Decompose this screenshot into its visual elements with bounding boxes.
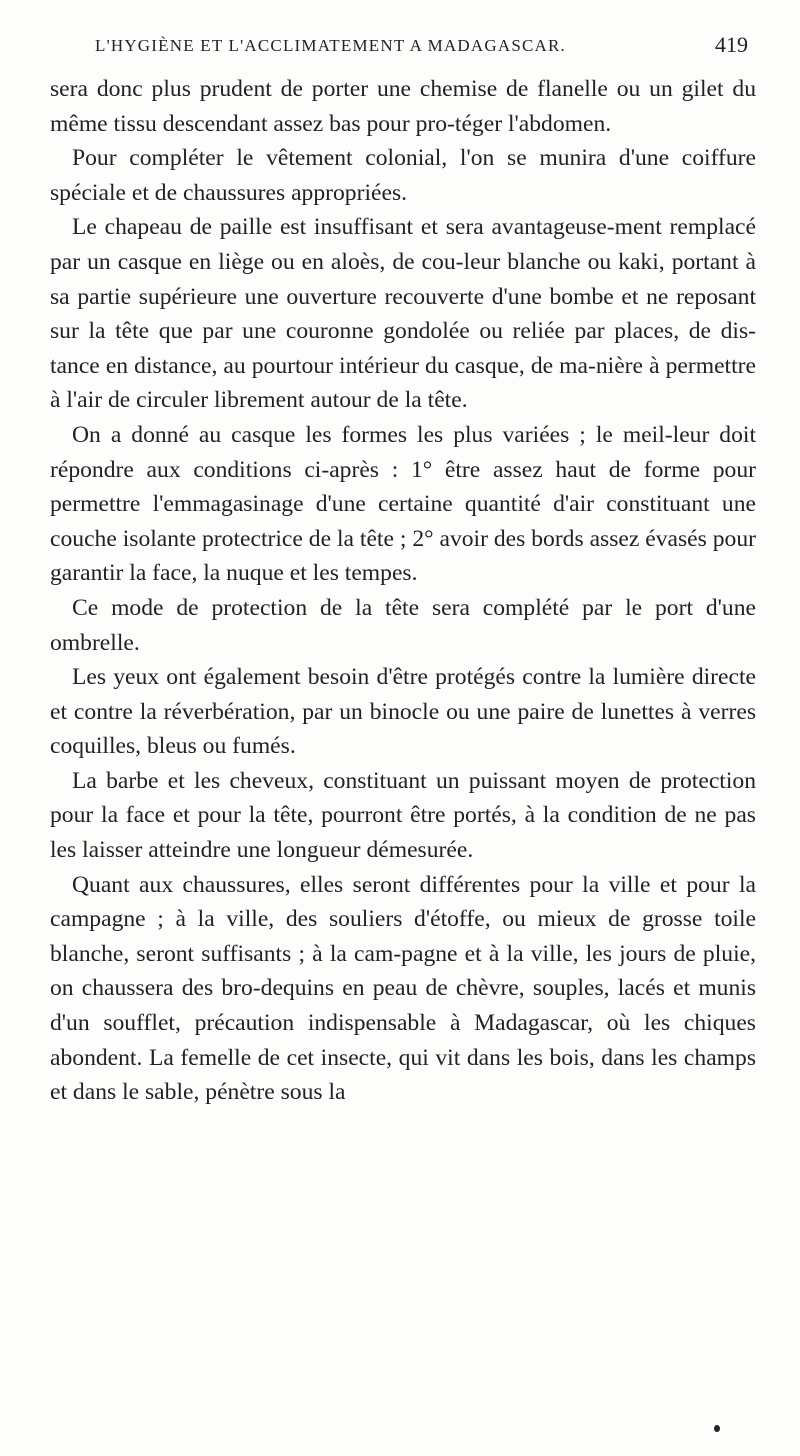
paragraph-straw-hat: Le chapeau de paille est insuffisant et sera avantageuse-ment remplacé par un casque en liège ou en aloès, de cou-leur blanche ou kaki, portant à sa partie supérieure une ouverture recouverte d'une bombe et ne reposant sur la tête que par une couronne gondolée ou reliée par places, de dis-tance en distance, au pourtour intérieur du casque, de ma-nière à permettre à l'air de circuler librement autour de la tête. — [50, 214, 756, 414]
paragraph-colonial-clothing: Pour compléter le vêtement colonial, l'on se munira d'une coiffure spéciale et de chaussures appropriées. — [50, 145, 756, 206]
paragraph-beard-hair: La barbe et les cheveux, constituant un puissant moyen de protection pour la face et pour la tête, pourront être portés, à la condition de ne pas les laisser atteindre une longueur démesurée. — [50, 767, 756, 864]
running-head — [50, 28, 756, 72]
paragraph-shoes: Quant aux chaussures, elles seront différentes pour la ville et pour la campagne ; à la ville, des souliers d'étoffe, ou mieux de grosse toile blanche, seront suffisants ; à la cam-pagne et à la ville, les jours de pluie, on chaussera des bro-dequins en peau de chèvre, souples, lacés et munis d'un soufflet, précaution indispensable à Madagascar, où les chiques abondent. La femelle de cet insecte, qui vit dans les bois, dans les champs et dans le sable, pénètre sous la — [50, 871, 756, 1106]
paragraph-helmet-forms: On a donné au casque les formes les plus variées ; le meil-leur doit répondre aux conditions ci-après : 1° être assez haut de forme pour permettre l'emmagasinage d'une certaine quantité d'air constituant une couche isolante protectrice de la tête ; 2° avoir des bords assez évasés pour garantir la face, la nuque et les tempes. — [50, 421, 756, 587]
paragraph-eyes: Les yeux ont également besoin d'être protégés contre la lumière directe et contre la réverbération, par un binocle ou une paire de lunettes à verres coquilles, bleus ou fumés. — [50, 664, 756, 760]
body-text — [50, 72, 756, 1110]
ink-speck — [714, 1425, 720, 1432]
paragraph-umbrella: Ce mode de protection de la tête sera complété par le port d'une ombrelle. — [50, 594, 756, 656]
running-title: L'HYGIÈNE ET L'ACCLIMATEMENT A MADAGASCAR. — [95, 36, 566, 55]
paragraph-continuation: sera donc plus prudent de porter une chemise de flanelle ou un gilet du même tissu descendant assez bas pour pro-téger l'abdomen. — [50, 76, 756, 137]
page-number: 419 — [715, 32, 748, 57]
